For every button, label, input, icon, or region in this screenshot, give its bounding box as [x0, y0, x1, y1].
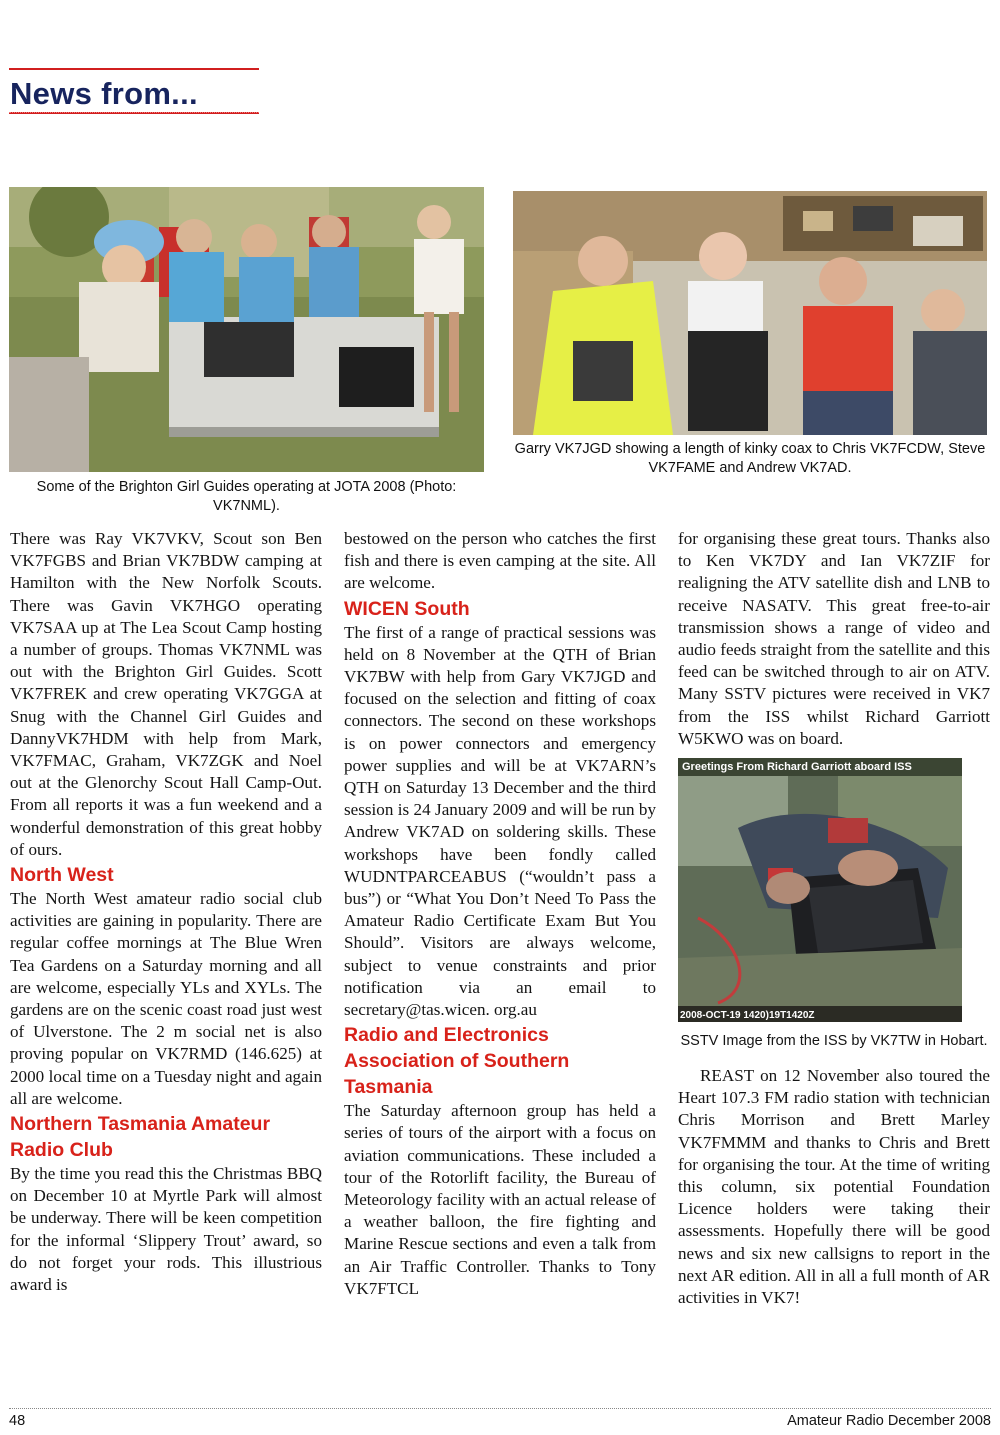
- sstv-caption: SSTV Image from the ISS by VK7TW in Hobart.: [680, 1033, 988, 1050]
- sstv-banner-text: Greetings From Richard Garriott aboard ISS: [682, 761, 912, 774]
- sstv-image: [678, 758, 962, 1022]
- paragraph-ntarc-cont: bestowed on the person who catches the first fish and there is even camping at the site. All are welcome.: [344, 529, 656, 593]
- column-2: [344, 528, 656, 1300]
- heading-wicen-south: WICEN South: [344, 597, 470, 620]
- paragraph-wicen: The first of a range of practical sessions was held on 8 November at the QTH of Brian VK7BW with help from Gary VK7JGD and focused on the selection and fitting of coax connectors. The second on these workshops is on power connectors and emergency power supplies and will be at VK7ARN’s QTH on Saturday 13 December and the third session is 24 January 2009 and will be run by Andrew VK7AD on soldering skills. These workshops have been fondly called WUDNTPARCEABUS (“wouldn’t pass a bus”) or “What You Don’t Need To Pass the Amateur Radio Certificate Exam But You Should”. Visitors are always welcome, subject to venue constraints and prior notification via an email to secretary@tas.wicen. org.au: [344, 622, 656, 1020]
- heading-north-west: North West: [10, 864, 114, 887]
- photo-girl-guides-jota: [9, 187, 484, 472]
- paragraph-reast-cont: for organising these great tours. Thanks also to Ken VK7DY and Ian VK7ZIF for realigning the ATV satellite dish and LNB to receive NASATV. This great free-to-air transmission shows a range of video and audio feeds straight from the satellite and this feed can be switched through to air on ATV. Many SSTV pictures were received in VK7 from the ISS whilst Richard Garriott W5KWO was on board.: [678, 529, 990, 748]
- paragraph-heart-fm: REAST on 12 November also toured the Heart 107.3 FM radio station with technician Chris Morrison and Brett Marley VK7FMMM and thanks to Chris and Brett for organising the tour. At the time of writing this column, six potential Foundation Licence holders were taking their assessments. Hopefully there will be good news and six new callsigns to report in the next AR edition. All in all a full month of AR activities in VK7!: [678, 1066, 990, 1308]
- paragraph-north-west: The North West amateur radio social club activities are gaining in popularity. There are regular coffee mornings at The Blue Wren Tea Gardens on a Saturday morning and all are welcome, especially YLs and XYLs. The gardens are on the scenic coast road just west of Ulverstone. The 2 m social net is also proving popular on VK7RMD (146.625) at 2000 local time on a Tuesday night and again all are welcome.: [10, 889, 322, 1108]
- page-footer: [9, 1408, 991, 1429]
- paragraph-jota: There was Ray VK7VKV, Scout son Ben VK7FGBS and Brian VK7BDW camping at Hamilton with the New Norfolk Scouts. There was Gavin VK7HGO operating VK7SAA up at The Lea Scout Camp hosting a number of groups. Thomas VK7NML was out with the Brighton Girl Guides. Scott VK7FREK and crew operating VK7GGA at Snug with the Channel Girl Guides and DannyVK7HDM with help from Mark, VK7FMAC, Graham, VK7ZGK and Noel out at the Glenorchy Scout Hall Camp-Out. From all reports it was a fun weekend and a wonderful demonstration of this great hobby of ours.: [10, 529, 322, 859]
- paragraph-reast: The Saturday afternoon group has held a series of tours of the airport with a focus on aviation communications. These included a tour of the Rotorlift facility, the Bureau of Meteorology facility with an actual release of a weather balloon, the fire fighting and Marine Rescue sections and even a talk from an Air Traffic Controller. Thanks to Tony VK7FTCL: [344, 1101, 656, 1298]
- heading-reast: Radio and Electronics Association of Southern Tasmania: [344, 1024, 570, 1099]
- section-header: [9, 68, 259, 114]
- header-rule-bottom: [9, 112, 259, 114]
- heading-ntarc: Northern Tasmania Amateur Radio Club: [10, 1113, 271, 1162]
- photo-caption-right: Garry VK7JGD showing a length of kinky coax to Chris VK7FCDW, Steve VK7FAME and Andrew VK7AD.: [514, 441, 986, 476]
- column-1: [10, 528, 322, 1296]
- paragraph-ntarc: By the time you read this the Christmas BBQ on December 10 at Myrtle Park will almost be underway. There will be keen competition for the informal ‘Slippery Trout’ award, so do not forget your rods. This illustrious award is: [10, 1164, 322, 1295]
- photo-coax-demo: [513, 191, 987, 435]
- column-3: [678, 528, 990, 1309]
- publication-name: Amateur Radio December 2008: [787, 1413, 991, 1429]
- page-number: 48: [9, 1413, 26, 1429]
- sstv-timestamp: 2008-OCT-19 1420)19T1420Z: [680, 1010, 815, 1022]
- page-title: News from...: [10, 76, 198, 111]
- photo-caption-left: Some of the Brighton Girl Guides operating at JOTA 2008 (Photo: VK7NML).: [36, 479, 457, 514]
